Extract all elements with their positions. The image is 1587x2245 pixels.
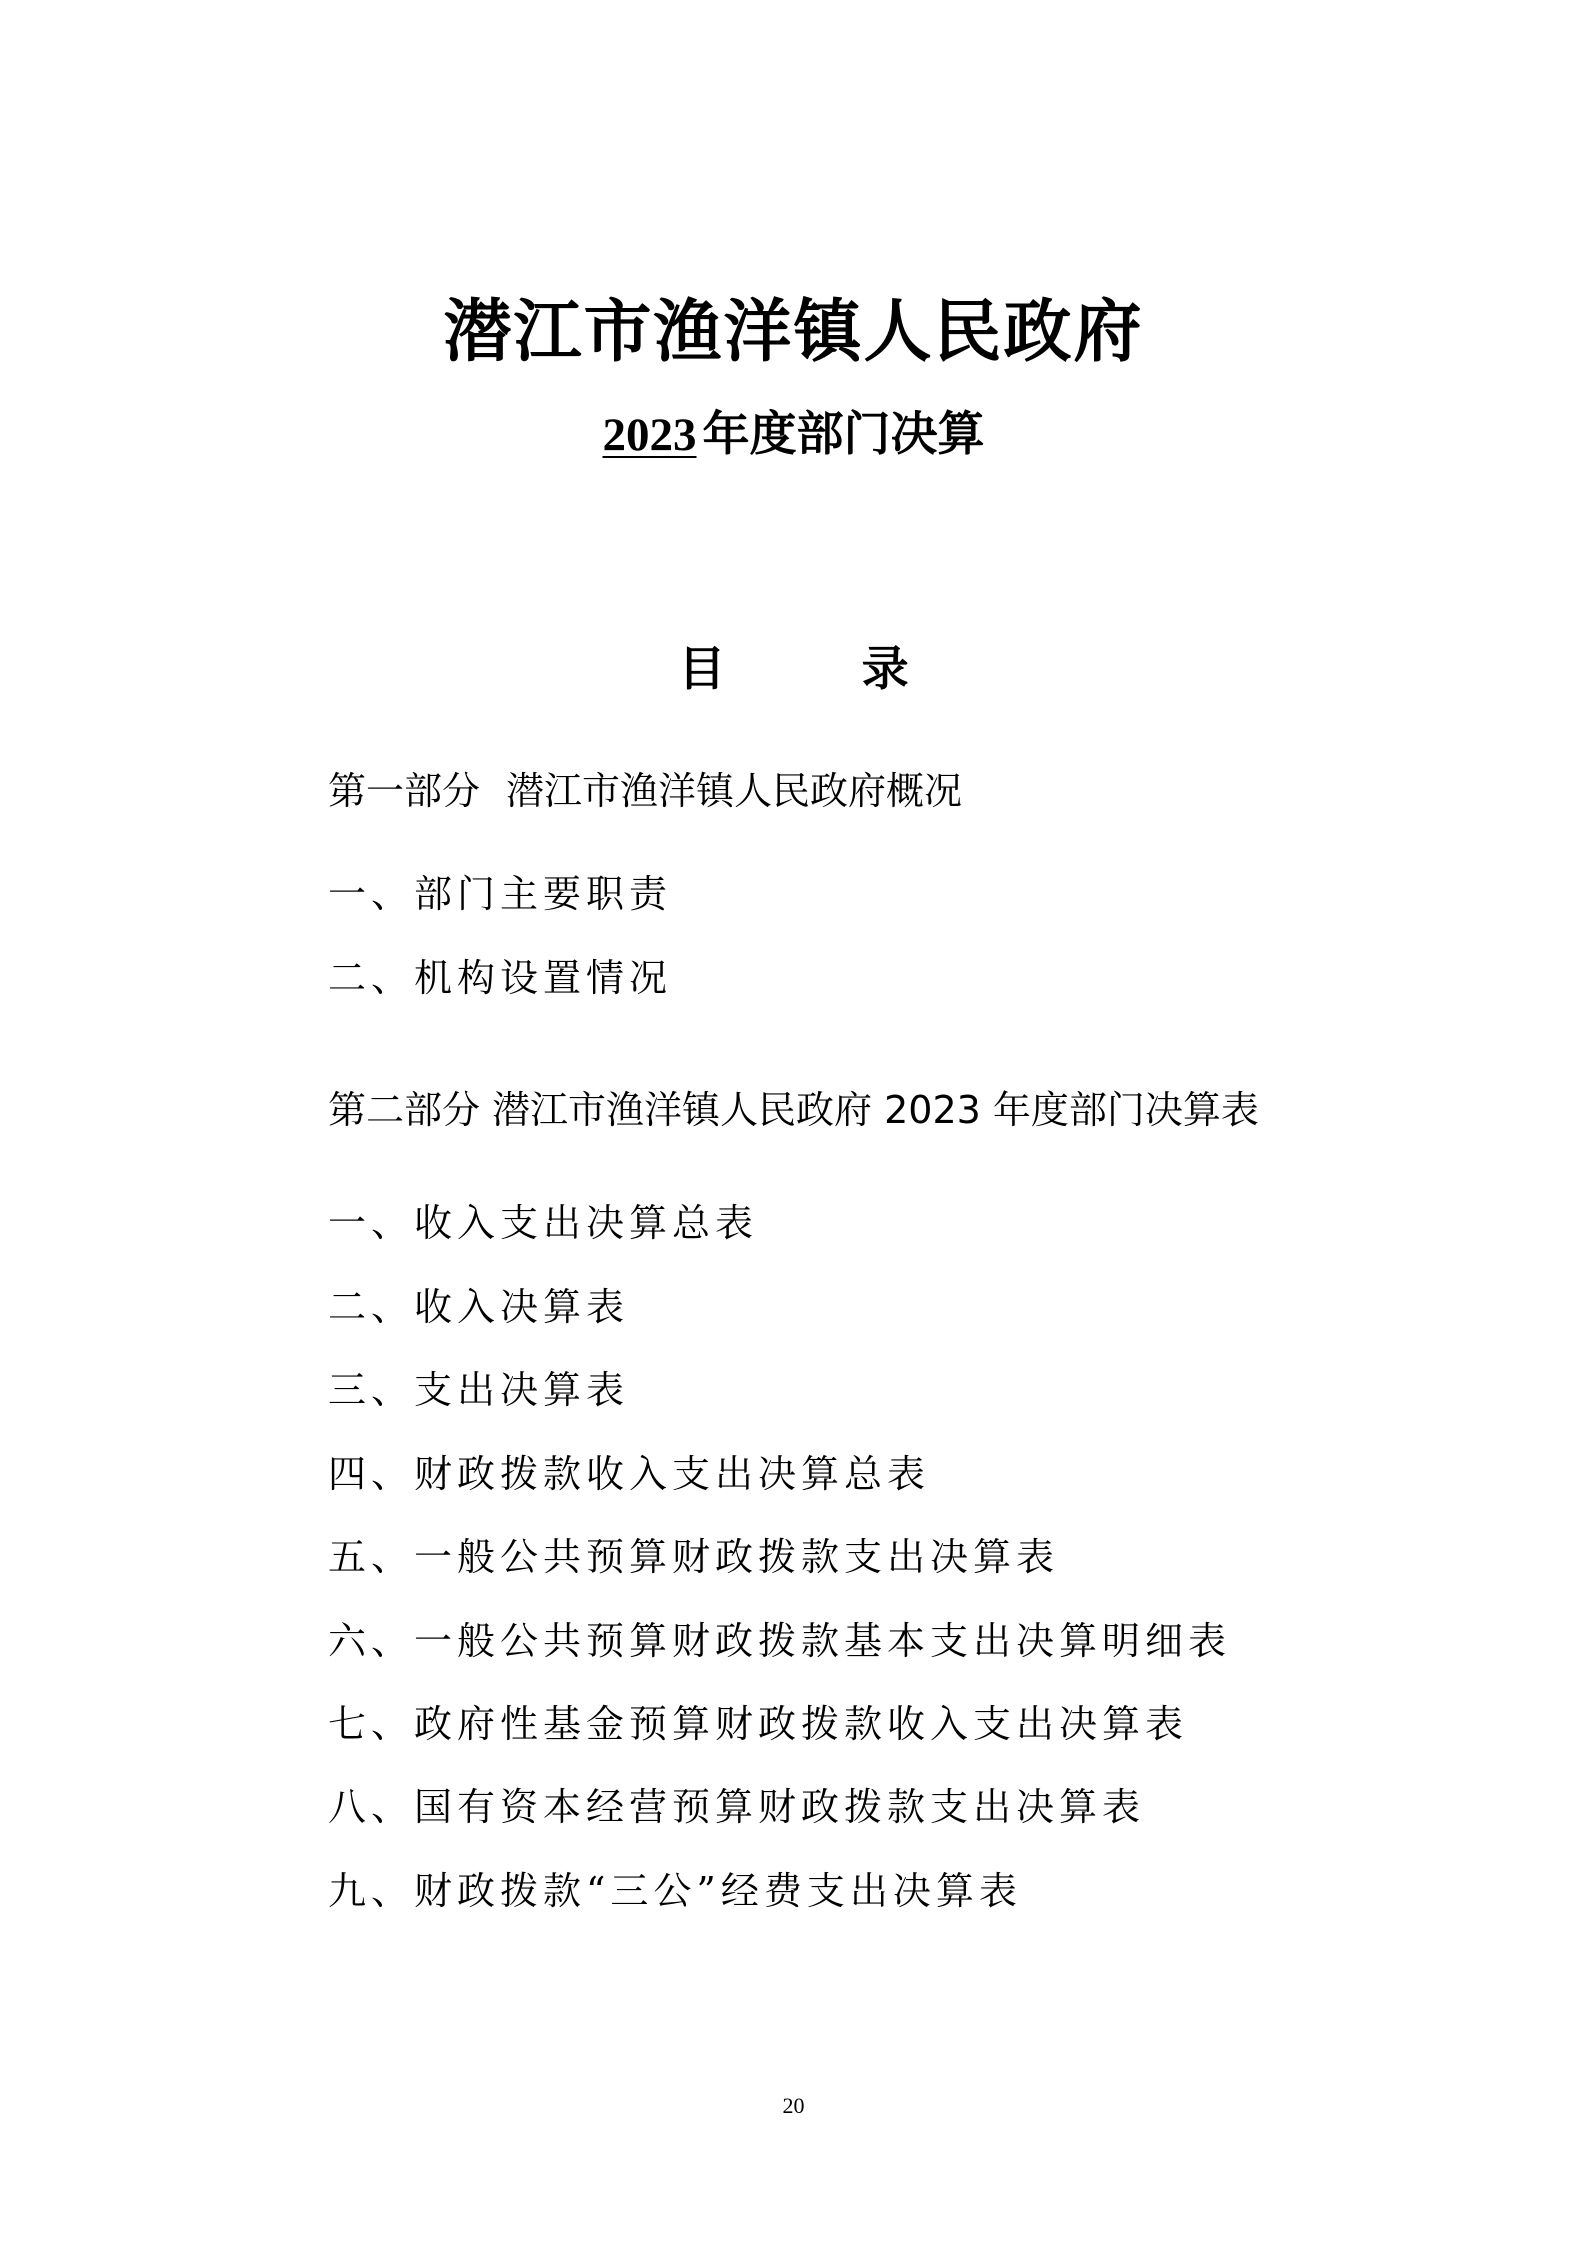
toc-part-2-item: 八、国有资本经营预算财政拨款支出决算表: [328, 1785, 1146, 1829]
toc-part-2-item: 四、财政拨款收入支出决算总表: [328, 1452, 931, 1496]
toc-part-2-item: 一、收入支出决算总表: [328, 1201, 759, 1245]
subtitle-text: 年度部门决算: [702, 407, 985, 462]
toc-part-2-item: 六、一般公共预算财政拨款基本支出决算明细表: [328, 1619, 1232, 1663]
document-subtitle: [0, 405, 1587, 465]
toc-part-2-item: 三、支出决算表: [328, 1368, 630, 1412]
toc-heading: 目 录: [678, 642, 909, 697]
toc-part-2-item: 二、收入决算表: [328, 1285, 630, 1329]
toc-part-1-item: 一、部门主要职责: [328, 872, 673, 916]
toc-part-1-label: 第一部分: [328, 769, 481, 813]
toc-part-2-item: 九、财政拨款“三公”经费支出决算表: [328, 1869, 1022, 1913]
toc-part-2-heading: [328, 1085, 1259, 1135]
toc-part-2-item: 七、政府性基金预算财政拨款收入支出决算表: [328, 1702, 1189, 1746]
toc-part-2-label: 第二部分: [328, 1088, 481, 1132]
toc-part-2-title: 潜江市渔洋镇人民政府 2023 年度部门决算表: [492, 1088, 1259, 1132]
toc-part-1-title: 潜江市渔洋镇人民政府概况: [506, 769, 963, 813]
toc-part-2-item: 五、一般公共预算财政拨款支出决算表: [328, 1535, 1060, 1579]
document-title: 潜江市渔洋镇人民政府: [443, 292, 1144, 372]
subtitle-year: 2023: [602, 409, 697, 461]
toc-part-1-item: 二、机构设置情况: [328, 956, 673, 1000]
toc-part-1-heading: [328, 766, 962, 816]
page-number: 20: [782, 2093, 805, 2118]
